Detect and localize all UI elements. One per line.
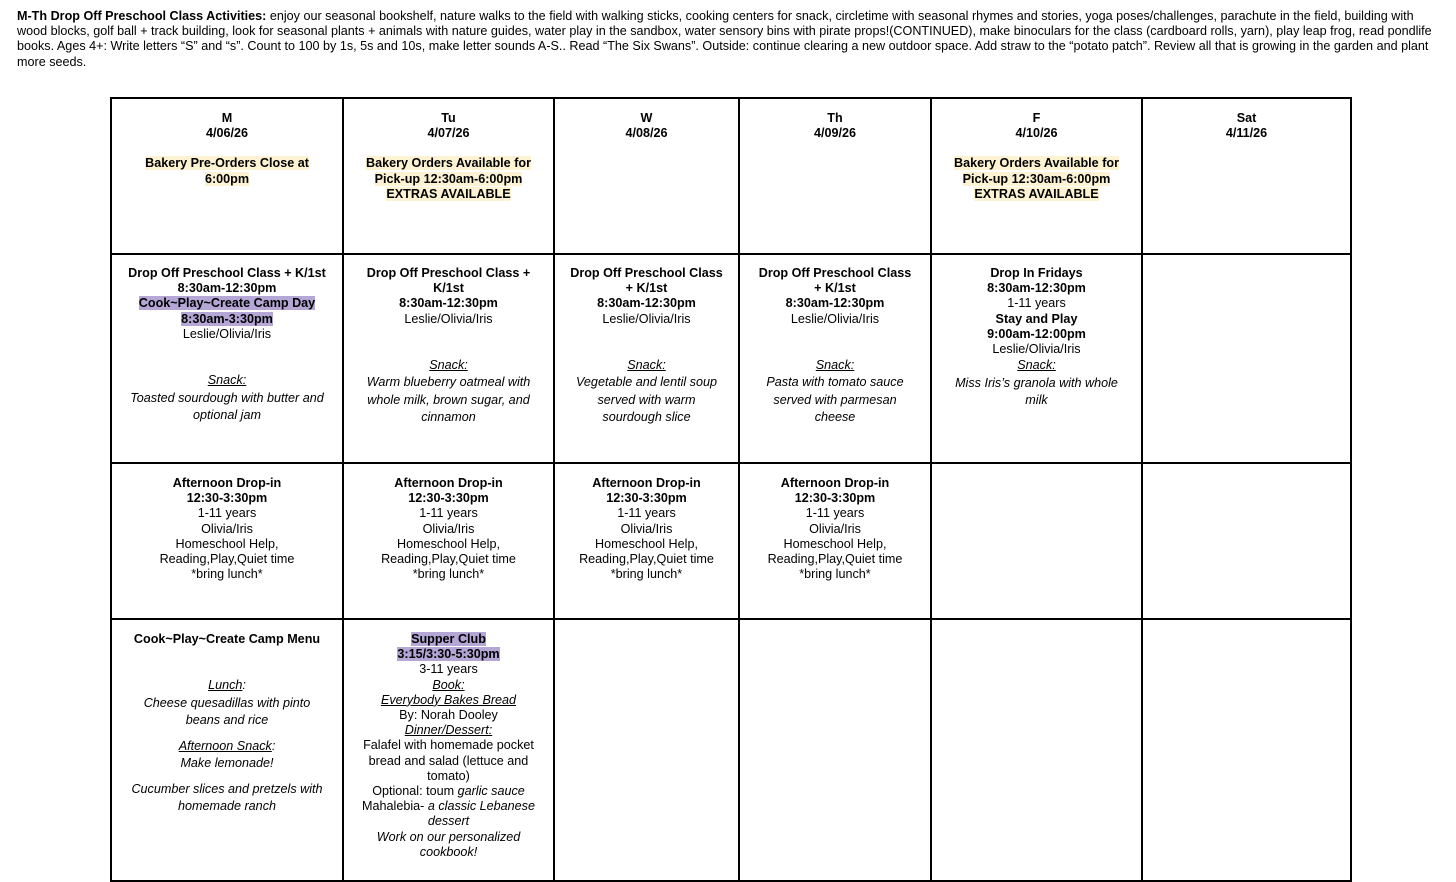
snack-line: Warm blueberry oatmeal with bbox=[366, 375, 531, 390]
supper-club-title: Supper Club bbox=[411, 632, 486, 646]
book-label: Book: bbox=[432, 677, 465, 692]
supper-club-time: 3:15/3:30-5:30pm bbox=[397, 647, 500, 662]
snack-line: served with warm bbox=[597, 392, 696, 407]
staff-names: Olivia/Iris bbox=[201, 521, 253, 536]
ages: 1-11 years bbox=[805, 506, 865, 521]
afternoon-cell-mon bbox=[111, 463, 343, 619]
afternoon-title: Afternoon Drop-in bbox=[592, 476, 701, 490]
header-cell-wed bbox=[554, 98, 739, 254]
class-title: + K/1st bbox=[625, 281, 668, 296]
morning-cell-fri bbox=[931, 254, 1142, 463]
afternoon-desc: Homeschool Help, bbox=[397, 536, 500, 551]
staff-names: Olivia/Iris bbox=[809, 521, 861, 536]
staff-names: Olivia/Iris bbox=[422, 521, 475, 536]
afternoon-time: 12:30-3:30pm bbox=[606, 491, 687, 506]
camp-day-title: Cook~Play~Create Camp Day bbox=[138, 296, 316, 311]
class-title: Drop Off Preschool Class bbox=[758, 266, 912, 280]
closing-line: Work on our personalized bbox=[376, 829, 521, 844]
staff-names: Leslie/Olivia/Iris bbox=[992, 342, 1081, 357]
afternoon-desc: Homeschool Help, bbox=[595, 536, 698, 551]
date-label: 4/09/26 bbox=[813, 126, 857, 141]
snack-label: Snack: bbox=[207, 373, 247, 388]
optional-italic: garlic sauce bbox=[457, 784, 525, 799]
evening-cell-fri bbox=[931, 619, 1142, 881]
day-label: W bbox=[640, 111, 653, 125]
bring-lunch-note: *bring lunch* bbox=[191, 567, 263, 582]
dessert-prefix: Mahalebia- bbox=[362, 799, 428, 814]
bakery-notice-line: Bakery Orders Available for bbox=[954, 156, 1119, 171]
dinner-label: Dinner/Dessert: bbox=[404, 723, 493, 738]
afternoon-snack-label: Afternoon Snack bbox=[178, 738, 272, 753]
date-label: 4/10/26 bbox=[1015, 126, 1058, 141]
supper-club-cell bbox=[343, 619, 554, 881]
snack-line: whole milk, brown sugar, and bbox=[367, 392, 530, 407]
bakery-notice-line: Pick-up 12:30am-6:00pm bbox=[962, 171, 1111, 186]
date-label: 4/08/26 bbox=[625, 126, 668, 141]
bakery-notice-line: EXTRAS AVAILABLE bbox=[386, 186, 511, 201]
class-title: + K/1st bbox=[814, 281, 856, 296]
intro-body: enjoy our seasonal bookshelf, nature walks to the field with walking sticks, cooking centers for snack, circletime with seasonal rhymes and stories, yoga poses/challenges, parachute in the field, building with wood blocks, golf ball + track building, look for seasonal plants + animals with nature guides, water play in the sandbox, water sensory bins with pirate props!(CONTINUED), make binoculars for the class (cardboard rolls, yarn), play leap frog, read pondlife books. Ages 4+: Write letters “S” and “s”. Count to 100 by 1s, 5s and 10s, make letter sounds A-S.. Read “The Six Swans”. Outside: continue clearing a new outdoor space. Add straw to the “potato patch”. Review all that is growing in the garden and plant more seeds. bbox=[17, 9, 1432, 69]
snack-label: Snack: bbox=[429, 357, 468, 372]
afternoon-time: 12:30-3:30pm bbox=[794, 491, 876, 506]
day-label: M bbox=[221, 111, 233, 125]
dinner-line: tomato) bbox=[427, 768, 470, 783]
snack-label: Snack: bbox=[1017, 358, 1056, 373]
afternoon-time: 12:30-3:30pm bbox=[408, 491, 489, 506]
camp-menu-cell bbox=[111, 619, 343, 881]
snack-line: Miss Iris’s granola with whole bbox=[955, 375, 1118, 390]
snack-line: Vegetable and lentil soup bbox=[576, 375, 717, 390]
bakery-notice-line: EXTRAS AVAILABLE bbox=[974, 186, 1099, 201]
class-title: Drop In Fridays bbox=[990, 266, 1083, 280]
class-title: Drop Off Preschool Class + K/1st bbox=[128, 266, 326, 280]
afternoon-title: Afternoon Drop-in bbox=[780, 476, 890, 490]
day-label: Th bbox=[827, 111, 843, 125]
dinner-line: Falafel with homemade pocket bbox=[363, 738, 534, 753]
bakery-notice-line: 6:00pm bbox=[204, 171, 250, 186]
afternoon-cell-wed bbox=[554, 463, 739, 619]
staff-names: Olivia/Iris bbox=[620, 521, 673, 536]
header-cell-fri bbox=[931, 98, 1142, 254]
morning-cell-thu bbox=[739, 254, 931, 463]
afternoon-cell-thu bbox=[739, 463, 931, 619]
snack-colon: : bbox=[271, 738, 276, 753]
class-title: Drop Off Preschool Class + bbox=[366, 266, 531, 280]
date-label: 4/06/26 bbox=[205, 126, 249, 141]
header-cell-thu bbox=[739, 98, 931, 254]
dessert-italic: a classic Lebanese bbox=[427, 799, 535, 814]
dinner-line: bread and salad (lettuce and bbox=[368, 753, 529, 768]
staff-names: Leslie/Olivia/Iris bbox=[404, 311, 493, 326]
bring-lunch-note: *bring lunch* bbox=[610, 567, 683, 582]
stay-play-title: Stay and Play bbox=[995, 311, 1078, 326]
evening-row bbox=[111, 619, 1351, 881]
snack-label: Snack: bbox=[815, 357, 855, 372]
intro-paragraph bbox=[17, 9, 1445, 70]
snack-label: Snack: bbox=[627, 357, 666, 372]
snack-line: milk bbox=[1025, 393, 1048, 408]
ages: 1-11 years bbox=[1007, 296, 1066, 311]
dessert-italic: dessert bbox=[427, 814, 470, 829]
evening-cell-sat bbox=[1142, 619, 1351, 881]
afternoon-snack-line: Make lemonade! bbox=[180, 756, 274, 771]
afternoon-row bbox=[111, 463, 1351, 619]
afternoon-desc: Reading,Play,Quiet time bbox=[381, 552, 516, 567]
extra-snack-line: Cucumber slices and pretzels with bbox=[131, 781, 323, 796]
day-label: F bbox=[1032, 111, 1041, 125]
class-title: K/1st bbox=[433, 281, 464, 296]
extra-snack-line: homemade ranch bbox=[177, 799, 276, 814]
day-label: Tu bbox=[441, 111, 456, 125]
morning-cell-wed bbox=[554, 254, 739, 463]
afternoon-desc: Homeschool Help, bbox=[175, 536, 279, 551]
camp-menu-title: Cook~Play~Create Camp Menu bbox=[133, 632, 321, 646]
snack-line: cinnamon bbox=[421, 410, 476, 425]
staff-names: Leslie/Olivia/Iris bbox=[182, 326, 272, 341]
afternoon-title: Afternoon Drop-in bbox=[172, 476, 282, 490]
afternoon-desc: Reading,Play,Quiet time bbox=[767, 552, 903, 567]
closing-line: cookbook! bbox=[419, 844, 478, 859]
afternoon-desc: Reading,Play,Quiet time bbox=[579, 552, 714, 567]
snack-line: Pasta with tomato sauce bbox=[766, 375, 904, 390]
staff-names: Leslie/Olivia/Iris bbox=[790, 311, 880, 326]
evening-cell-thu bbox=[739, 619, 931, 881]
afternoon-cell-fri bbox=[931, 463, 1142, 619]
afternoon-time: 12:30-3:30pm bbox=[186, 491, 268, 506]
ages: 1-11 years bbox=[617, 506, 676, 521]
header-cell-sat bbox=[1142, 98, 1351, 254]
date-label: 4/11/26 bbox=[1225, 126, 1268, 141]
snack-line: served with parmesan bbox=[773, 392, 897, 407]
bakery-notice-line: Bakery Orders Available for bbox=[366, 156, 531, 171]
snack-line: cheese bbox=[814, 410, 856, 425]
bring-lunch-note: *bring lunch* bbox=[412, 567, 485, 582]
stay-play-time: 9:00am-12:00pm bbox=[987, 326, 1086, 341]
header-cell-tue bbox=[343, 98, 554, 254]
class-time: 8:30am-12:30pm bbox=[785, 296, 885, 311]
evening-cell-wed bbox=[554, 619, 739, 881]
book-title: Everybody Bakes Bread bbox=[380, 692, 517, 707]
header-cell-mon bbox=[111, 98, 343, 254]
lunch-line: beans and rice bbox=[185, 713, 269, 728]
lunch-colon: : bbox=[242, 678, 246, 693]
afternoon-desc: Homeschool Help, bbox=[783, 536, 887, 551]
camp-day-time: 8:30am-3:30pm bbox=[181, 311, 273, 326]
afternoon-title: Afternoon Drop-in bbox=[394, 476, 503, 490]
lunch-line: Cheese quesadillas with pinto bbox=[143, 695, 311, 710]
class-time: 8:30am-12:30pm bbox=[177, 281, 277, 296]
date-label: 4/07/26 bbox=[427, 126, 470, 141]
snack-line: sourdough slice bbox=[602, 410, 691, 425]
bakery-notice-line: Pick-up 12:30am-6:00pm bbox=[374, 171, 523, 186]
optional-prefix: Optional: toum bbox=[372, 784, 458, 799]
bring-lunch-note: *bring lunch* bbox=[799, 567, 871, 582]
snack-line: Toasted sourdough with butter and bbox=[130, 390, 324, 405]
bakery-notice-line: Bakery Pre-Orders Close at bbox=[145, 156, 309, 171]
header-row bbox=[111, 98, 1351, 254]
ages: 1-11 years bbox=[419, 506, 478, 521]
class-time: 8:30am-12:30pm bbox=[597, 296, 696, 311]
class-title: Drop Off Preschool Class bbox=[570, 266, 723, 280]
snack-line: optional jam bbox=[193, 408, 261, 423]
class-time: 8:30am-12:30pm bbox=[399, 296, 498, 311]
intro-title: M-Th Drop Off Preschool Class Activities: bbox=[17, 9, 267, 23]
ages: 3-11 years bbox=[419, 662, 478, 677]
ages: 1-11 years bbox=[197, 506, 257, 521]
staff-names: Leslie/Olivia/Iris bbox=[602, 311, 691, 326]
afternoon-cell-sat bbox=[1142, 463, 1351, 619]
afternoon-cell-tue bbox=[343, 463, 554, 619]
lunch-label: Lunch bbox=[208, 678, 243, 693]
class-time: 8:30am-12:30pm bbox=[987, 281, 1086, 296]
day-label: Sat bbox=[1236, 111, 1257, 125]
morning-row bbox=[111, 254, 1351, 463]
morning-cell-mon bbox=[111, 254, 343, 463]
afternoon-desc: Reading,Play,Quiet time bbox=[159, 552, 295, 567]
weekly-calendar-table bbox=[110, 97, 1352, 882]
morning-cell-sat bbox=[1142, 254, 1351, 463]
morning-cell-tue bbox=[343, 254, 554, 463]
book-author: By: Norah Dooley bbox=[399, 708, 498, 723]
